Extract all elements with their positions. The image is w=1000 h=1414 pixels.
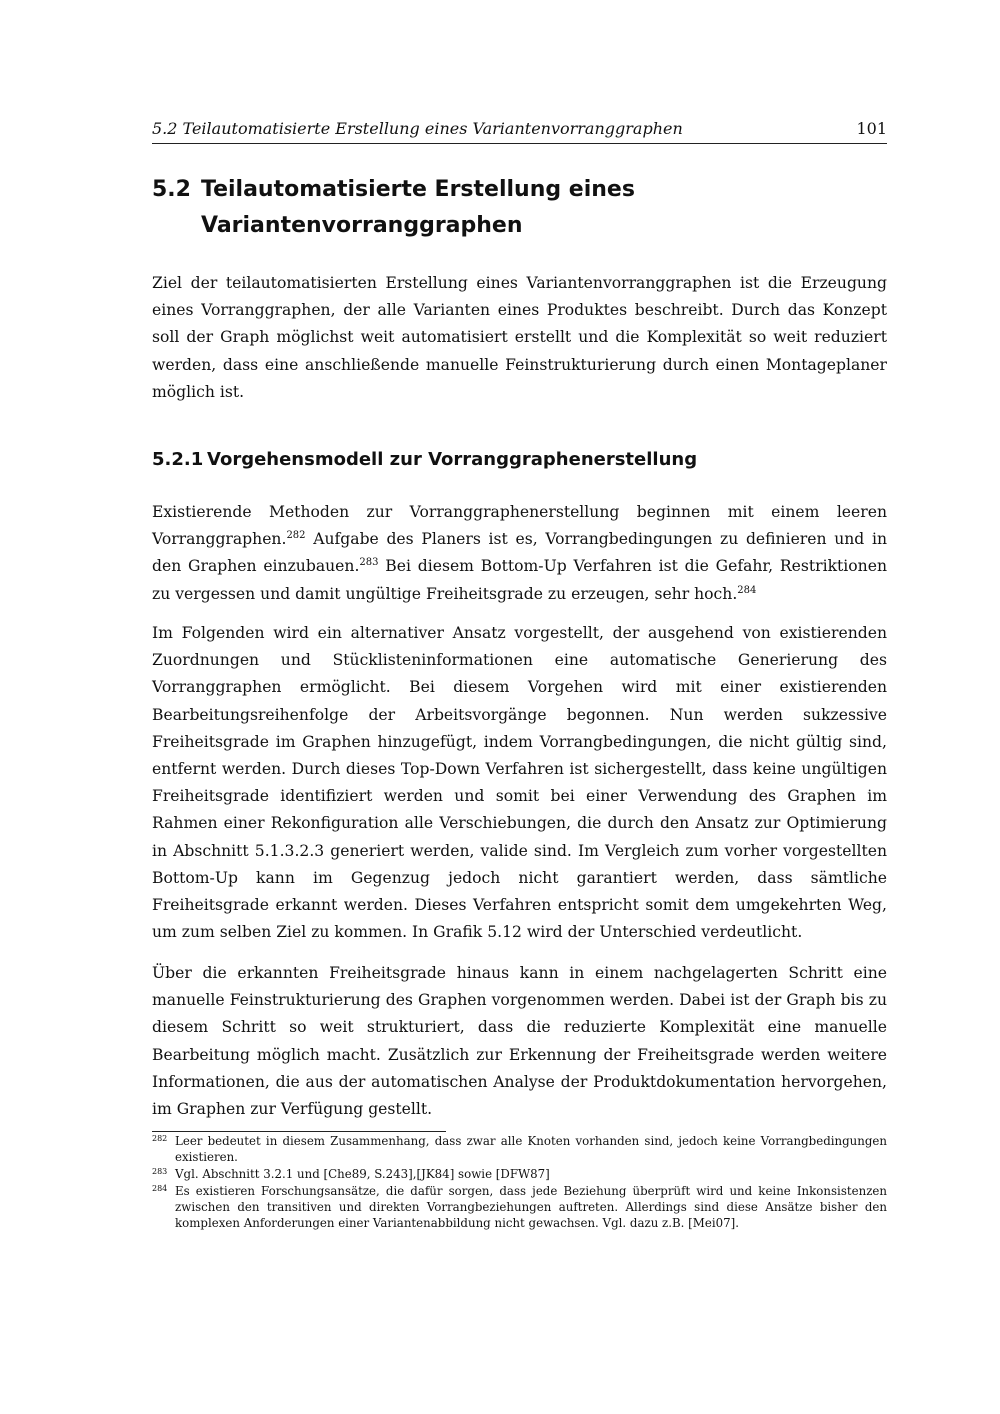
paragraph-1-part-b: Aufgabe des Planers ist es, Vorrangbedingungen zu definieren und in den Graphen einzubauen. <box>152 530 887 576</box>
footnote-ref-284[interactable]: 284 <box>737 584 757 596</box>
footnote-text: Leer bedeutet in diesem Zusammenhang, dass zwar alle Knoten vorhanden sind, jedoch keine Vorrangbedingungen existieren. <box>175 1134 887 1164</box>
section-title: Teilautomatisierte Erstellung eines Variantenvorranggraphen <box>201 177 635 238</box>
footnote-mark: 284 <box>152 1184 168 1193</box>
section-heading <box>152 172 887 244</box>
footnote-mark: 282 <box>152 1134 168 1143</box>
section-number: 5.2 <box>152 177 191 202</box>
footnotes <box>152 1133 887 1232</box>
footnote-rule <box>152 1131 446 1132</box>
paragraph-1-part-a: Existierende Methoden zur Vorranggraphenerstellung beginnen mit einem leeren Vorranggraphen. <box>152 503 887 549</box>
paragraph-2: Im Folgenden wird ein alternativer Ansatz vorgestellt, der ausgehend von existierenden Zuordnungen und Stücklisteninformationen eine automatische Generierung des Vorranggraphen ermöglicht. Bei diesem Vorgehen wird mit einer existierenden Bearbeitungsreihenfolge der Arbeitsvorgänge begonnen. Nun werden sukzessive Freiheitsgrade im Graphen hinzugefügt, indem Vorrangbedingungen, die nicht gültig sind, entfernt werden. Durch dieses Top-Down Verfahren ist sichergestellt, dass keine ungültigen Freiheitsgrade identifiziert werden und somit bei einer Verwendung des Graphen im Rahmen einer Rekonfiguration alle Verschiebungen, die durch den Ansatz zur Optimierung in Abschnitt 5.1.3.2.3 generiert werden, valide sind. Im Vergleich zum vorher vorgestellten Bottom-Up kann im Gegenzug jedoch nicht garantiert werden, dass sämtliche Freiheitsgrade erkannt werden. Dieses Verfahren entspricht somit dem umgekehrten Weg, um zum selben Ziel zu kommen. In Grafik 5.12 wird der Unterschied verdeutlicht. <box>152 624 887 942</box>
intro-paragraph: Ziel der teilautomatisierten Erstellung eines Variantenvorranggraphen ist die Erzeugung eines Vorranggraphen, der alle Varianten eines Produktes beschreibt. Durch das Konzept soll der Graph möglichst weit automatisiert erstellt und die Komplexität so weit reduziert werden, dass eine anschließende manuelle Feinstrukturierung durch einen Montageplaner möglich ist. <box>152 274 887 401</box>
running-head <box>152 117 887 144</box>
footnote-ref-282[interactable]: 282 <box>286 530 306 542</box>
footnote-mark: 283 <box>152 1167 168 1176</box>
subsection-number: 5.2.1 <box>152 449 204 470</box>
footnote-text: Es existieren Forschungsansätze, die dafür sorgen, dass jede Beziehung überprüft wird und keine Inkonsistenzen zwischen den transitiven und direkten Vorrangbeziehungen auftreten. Allerdings sind diese Ansätze bisher den komplexen Anforderungen einer Variantenabbildung nicht gewachsen. Vgl. dazu z.B. [Mei07]. <box>175 1184 887 1230</box>
subsection-heading <box>152 446 887 474</box>
footnote-283 <box>152 1166 887 1182</box>
footnote-ref-283[interactable]: 283 <box>359 557 379 569</box>
footnote-284 <box>152 1183 887 1231</box>
footnote-282 <box>152 1133 887 1165</box>
running-head-title: 5.2 Teilautomatisierte Erstellung eines Variantenvorranggraphen <box>152 119 683 138</box>
paragraph-1 <box>152 499 887 608</box>
paragraph-3: Über die erkannten Freiheitsgrade hinaus kann in einem nachgelagerten Schritt eine manuelle Feinstrukturierung des Graphen vorgenommen werden. Dabei ist der Graph bis zu diesem Schritt so weit strukturiert, dass die reduzierte Komplexität eine manuelle Bearbeitung möglich macht. Zusätzlich zur Erkennung der Freiheitsgrade werden weitere Informationen, die aus der automatischen Analyse der Produktdokumentation hervorgehen, im Graphen zur Verfügung gestellt. <box>152 964 887 1119</box>
page-number: 101 <box>856 119 887 138</box>
paragraph-1-part-c: Bei diesem Bottom-Up Verfahren ist die Gefahr, Restriktionen zu vergessen und damit ungültige Freiheitsgrade zu erzeugen, sehr hoch. <box>152 557 887 603</box>
subsection-title: Vorgehensmodell zur Vorranggraphenerstellung <box>207 449 698 470</box>
footnote-text: Vgl. Abschnitt 3.2.1 und [Che89, S.243],[JK84] sowie [DFW87] <box>175 1167 550 1181</box>
